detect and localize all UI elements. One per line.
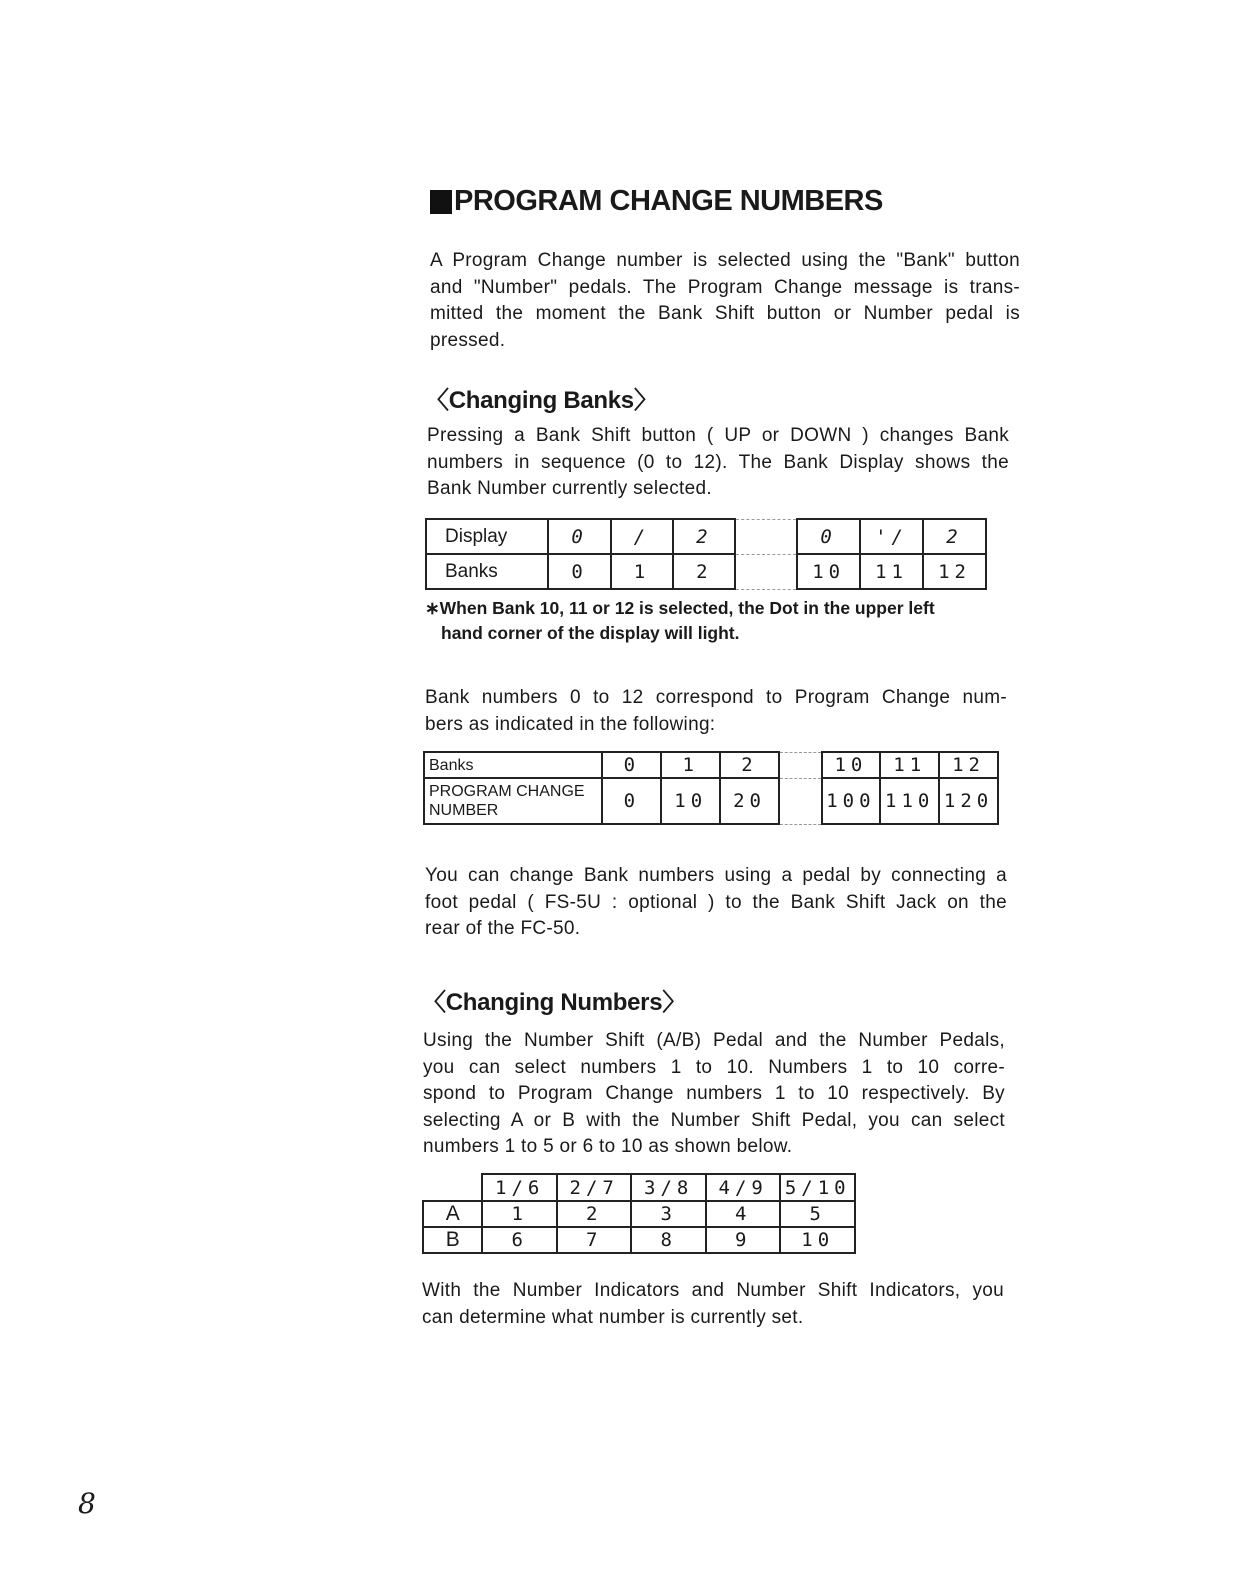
row-b-label: B <box>423 1227 482 1253</box>
changing-numbers-paragraph: Using the Number Shift (A/B) Pedal and the Number Pedals, you can select numbers 1 to 10. Numbers 1 to 10 corre- spond to Program Change numbers 1 to 10 respectively. By selecting A or B with the Number Shift Pedal, you can select numbers 1 to 5 or 6 to 10 as shown below. <box>423 1030 1005 1157</box>
number-header: 2/7 <box>557 1174 632 1201</box>
pc-number-cell: 20 <box>720 778 779 824</box>
intro-paragraph: A Program Change number is selected using the "Bank" button and "Number" pedals. The Program Change message is trans- mitted the moment the Bank Shift button or Number pedal is pressed. <box>430 250 1020 351</box>
pc-number-row-label: PROGRAM CHANGE NUMBER <box>424 778 602 824</box>
row-b-cell: 6 <box>482 1227 557 1253</box>
bank-cell: 1 <box>611 554 673 589</box>
number-shift-table <box>422 1173 856 1254</box>
number-header: 5/10 <box>780 1174 855 1201</box>
banks-row-label: Banks <box>426 554 548 589</box>
bank-cell: 11 <box>860 554 923 589</box>
number-header: 4/9 <box>706 1174 781 1201</box>
row-a-label: A <box>423 1201 482 1227</box>
display-row-label: Display <box>426 519 548 554</box>
pc-bank-cell: 1 <box>661 752 720 778</box>
display-cell: 2 <box>673 519 735 554</box>
pc-number-cell: 0 <box>602 778 661 824</box>
page-number: 8 <box>78 1487 96 1520</box>
row-b-cell: 9 <box>706 1227 781 1253</box>
number-header: 3/8 <box>631 1174 706 1201</box>
display-cell: 2 <box>923 519 986 554</box>
ellipsis-gap <box>779 752 822 778</box>
pc-number-cell: 110 <box>880 778 939 824</box>
row-a-cell: 2 <box>557 1201 632 1227</box>
display-banks-table <box>425 518 987 590</box>
row-b-cell: 10 <box>780 1227 855 1253</box>
row-a-cell: 3 <box>631 1201 706 1227</box>
closing-paragraph: With the Number Indicators and Number Shift Indicators, you can determine what number is currently set. <box>422 1280 1004 1328</box>
pedal-paragraph: You can change Bank numbers using a pedal by connecting a foot pedal ( FS-5U : optional ) to the Bank Shift Jack on the rear of the FC-50. <box>425 865 1007 939</box>
row-a-cell: 4 <box>706 1201 781 1227</box>
row-a-cell: 5 <box>780 1201 855 1227</box>
ellipsis-gap <box>735 554 797 589</box>
ellipsis-gap <box>735 519 797 554</box>
row-b-cell: 8 <box>631 1227 706 1253</box>
pc-banks-row-label: Banks <box>424 752 602 778</box>
square-bullet-icon <box>430 190 452 214</box>
bank-cell: 0 <box>548 554 610 589</box>
bank-dot-note: ∗When Bank 10, 11 or 12 is selected, the Dot in the upper left hand corner of the display will light. <box>425 598 935 643</box>
changing-banks-paragraph: Pressing a Bank Shift button ( UP or DOWN ) changes Bank numbers in sequence (0 to 12). The Bank Display shows the Bank Number currently selected. <box>427 425 1009 499</box>
bank-cell: 10 <box>797 554 860 589</box>
pc-number-cell: 100 <box>822 778 881 824</box>
pc-number-cell: 120 <box>939 778 998 824</box>
row-b-cell: 7 <box>557 1227 632 1253</box>
display-cell: 0 <box>548 519 610 554</box>
display-cell: / <box>611 519 673 554</box>
pc-bank-cell: 11 <box>880 752 939 778</box>
program-change-table <box>423 751 999 825</box>
changing-banks-heading: 〈Changing Banks〉 <box>425 387 658 414</box>
empty-corner <box>423 1174 482 1201</box>
row-a-cell: 1 <box>482 1201 557 1227</box>
pc-bank-cell: 12 <box>939 752 998 778</box>
number-header: 1/6 <box>482 1174 557 1201</box>
ellipsis-gap <box>779 778 822 824</box>
pc-bank-cell: 10 <box>822 752 881 778</box>
pc-bank-cell: 0 <box>602 752 661 778</box>
pc-bank-cell: 2 <box>720 752 779 778</box>
changing-numbers-heading: 〈Changing Numbers〉 <box>422 989 686 1016</box>
page-title: PROGRAM CHANGE NUMBERS <box>430 185 883 218</box>
bank-cell: 2 <box>673 554 735 589</box>
pc-number-cell: 10 <box>661 778 720 824</box>
display-cell: '/ <box>860 519 923 554</box>
correspond-paragraph: Bank numbers 0 to 12 correspond to Program Change num- bers as indicated in the following: <box>425 687 1007 735</box>
display-cell: 0 <box>797 519 860 554</box>
bank-cell: 12 <box>923 554 986 589</box>
